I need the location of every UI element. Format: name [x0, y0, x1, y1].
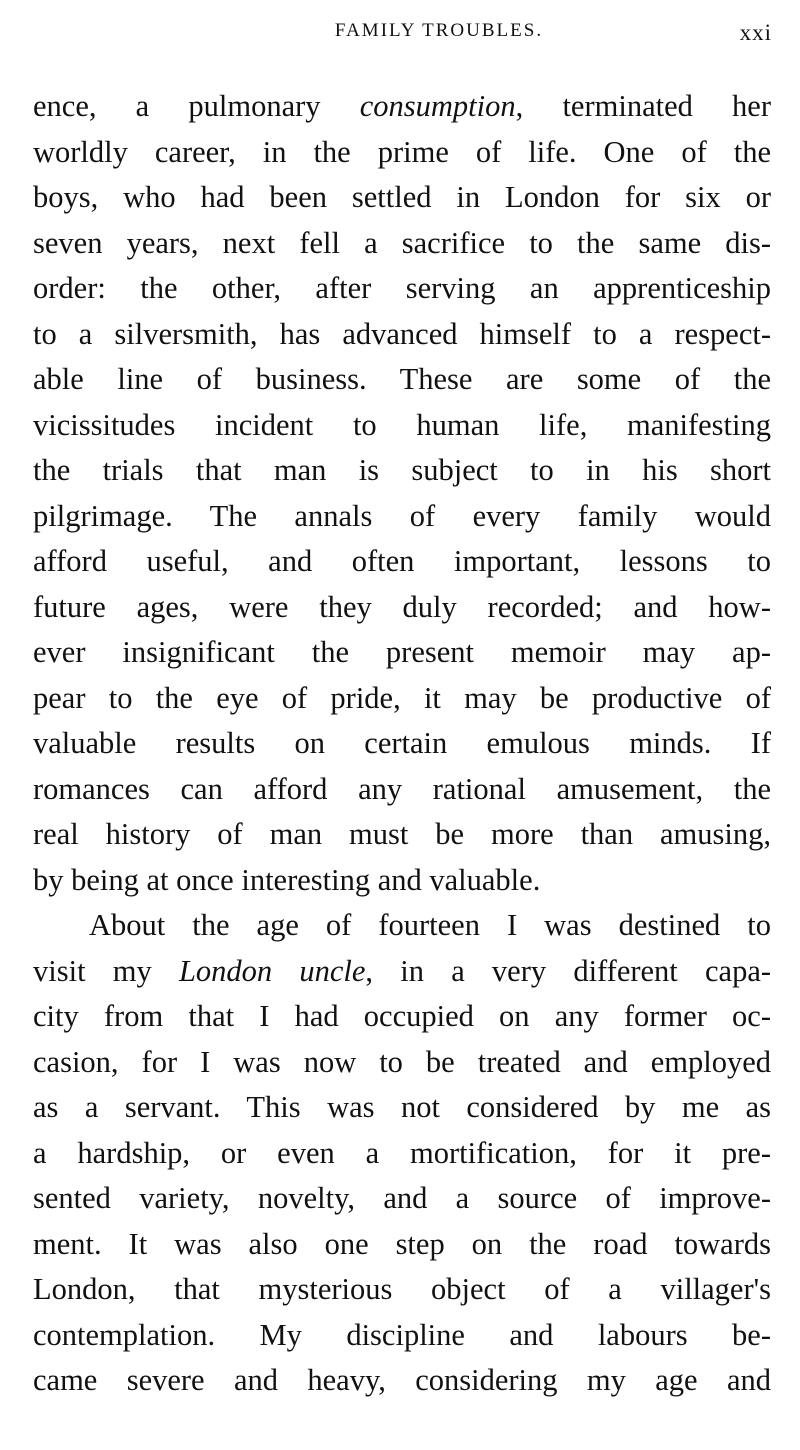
text-line [33, 903, 771, 949]
text-line [33, 994, 771, 1040]
text-line [33, 767, 771, 813]
text-line [33, 1358, 771, 1404]
text-line [33, 539, 771, 585]
text-run: pear to the eye of pride, it may be productive of [33, 680, 771, 715]
text-run: valuable results on certain emulous minds. If [33, 726, 771, 760]
text-line [33, 175, 771, 221]
text-line [33, 1267, 771, 1313]
text-run: ever insignificant the present memoir may ap- [33, 635, 771, 669]
text-run: ence, a pulmonary [33, 89, 360, 123]
text-run: contemplation. My discipline and labours be- [33, 1317, 771, 1352]
text-line [33, 1313, 771, 1359]
text-line [33, 494, 771, 540]
text-line [33, 585, 771, 631]
text-line [33, 949, 771, 995]
text-line [33, 357, 771, 403]
page-header [32, 20, 776, 50]
text-run: pilgrimage. The annals of every family would [33, 498, 771, 533]
text-run: , in a very different capa- [365, 953, 772, 988]
text-run: real history of man must be more than amusing, [33, 817, 771, 851]
text-line [33, 130, 771, 176]
text-run: future ages, were they duly recorded; and how- [33, 589, 771, 624]
italic-text-run: consumption [359, 89, 516, 123]
text-line [33, 221, 771, 267]
text-line [33, 1040, 771, 1086]
text-line [33, 312, 771, 358]
text-line [33, 676, 771, 722]
text-run: About the age of fourteen I was destined to [89, 908, 771, 942]
text-run: the trials that man is subject to in his short [33, 453, 771, 487]
text-run: city from that I had occupied on any former oc- [33, 999, 771, 1033]
text-run: able line of business. These are some of the [33, 362, 771, 396]
text-run: sented variety, novelty, and a source of improve- [33, 1181, 771, 1215]
text-line [33, 1131, 771, 1177]
text-line [33, 1085, 771, 1131]
text-run: visit my [33, 953, 179, 988]
text-run: casion, for I was now to be treated and employed [33, 1044, 771, 1079]
text-run: , terminated her [515, 89, 772, 123]
text-run: vicissitudes incident to human life, manifesting [33, 407, 771, 442]
text-line [33, 858, 771, 904]
text-line [33, 448, 771, 494]
text-run: afford useful, and often important, lessons to [33, 544, 771, 578]
text-run: by being at once interesting and valuable. [33, 862, 541, 897]
text-line [33, 630, 771, 676]
text-run: as a servant. This was not considered by me as [33, 1090, 771, 1124]
text-line [33, 84, 771, 130]
text-line [33, 1176, 771, 1222]
text-run: to a silversmith, has advanced himself to a respect- [33, 316, 771, 351]
text-run: seven years, next fell a sacrifice to the same dis- [33, 225, 771, 260]
italic-text-run: London uncle [178, 953, 366, 988]
text-run: boys, who had been settled in London for six or [33, 180, 771, 214]
text-line [33, 1222, 771, 1268]
text-run: worldly career, in the prime of life. One of the [33, 134, 771, 169]
text-line [33, 721, 771, 767]
page-number: xxi [739, 20, 772, 45]
running-title: FAMILY TROUBLES. [334, 20, 544, 41]
text-run: romances can afford any rational amusement, the [33, 771, 771, 806]
text-run: London, that mysterious object of a villager's [33, 1272, 771, 1306]
text-line [33, 403, 771, 449]
text-line [33, 266, 771, 312]
text-run: came severe and heavy, considering my age and [33, 1363, 771, 1397]
text-run: order: the other, after serving an apprenticeship [33, 271, 771, 305]
text-body [33, 84, 771, 1404]
text-run: ment. It was also one step on the road towards [33, 1226, 771, 1261]
text-run: a hardship, or even a mortification, for it pre- [33, 1135, 771, 1170]
text-line [33, 812, 771, 858]
